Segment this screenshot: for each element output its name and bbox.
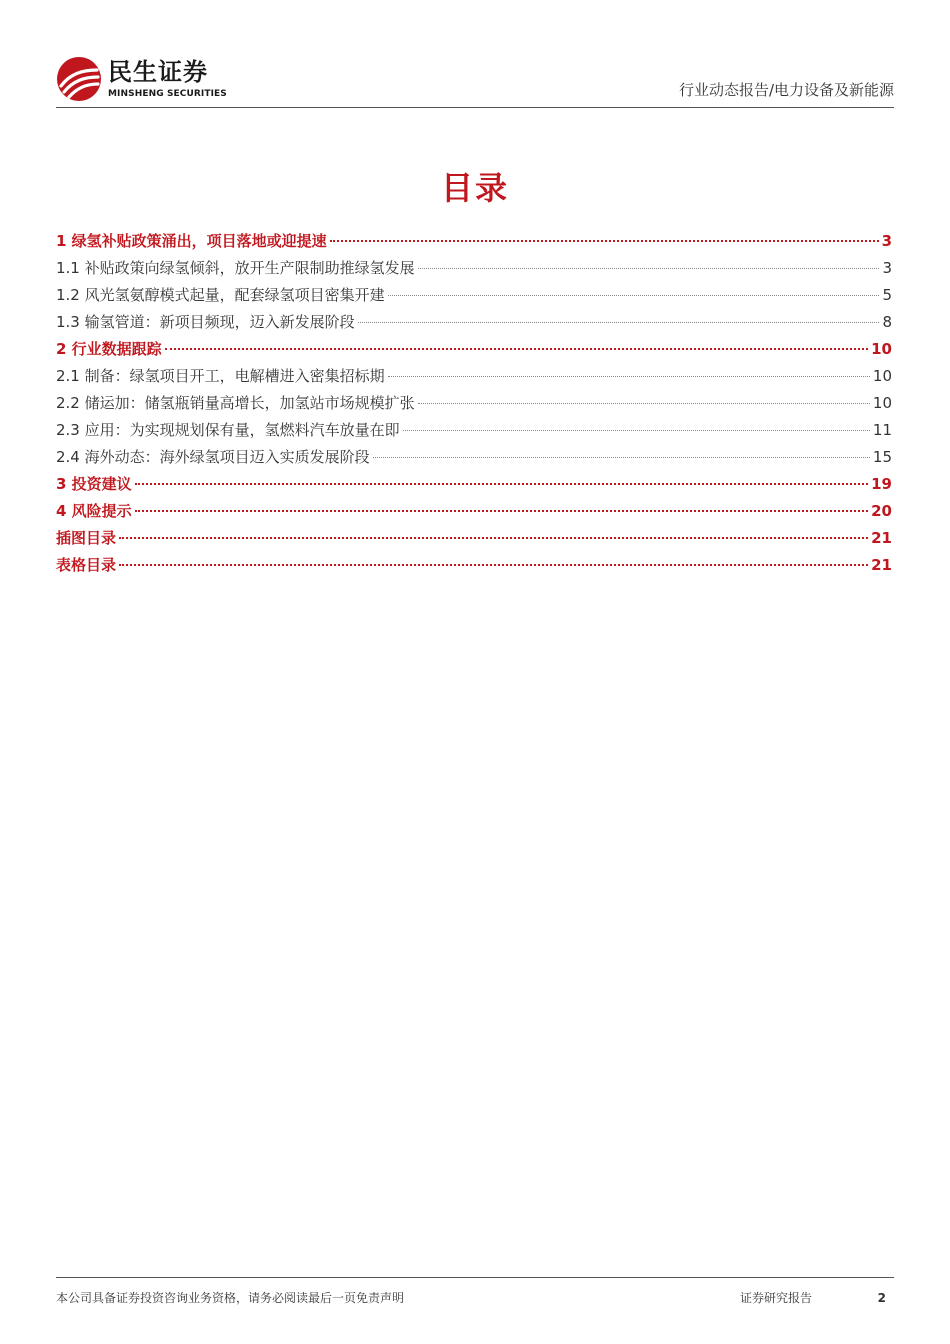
logo-name-cn: 民生证券 (108, 58, 208, 86)
footer-doc-type: 证券研究报告 (740, 1291, 813, 1305)
toc-entry-subsection[interactable] (56, 390, 892, 417)
toc-entry-page: 11 (872, 421, 892, 439)
toc-entry-section[interactable] (56, 471, 892, 498)
footer-disclaimer: 本公司具备证券投资咨询业务资格，请务必阅读最后一页免责声明 (56, 1291, 405, 1305)
minsheng-logo-icon (56, 56, 102, 102)
footer-divider (56, 1277, 894, 1278)
toc-leader-dots (373, 457, 870, 458)
toc-leader-dots (165, 348, 868, 350)
toc-entry-title: 插图目录 (56, 529, 117, 547)
logo-name-en: MINSHENG SECURITIES (108, 89, 227, 99)
toc-entry-section[interactable] (56, 228, 892, 255)
table-of-contents (56, 228, 892, 579)
toc-entry-page: 3 (882, 259, 892, 277)
toc-entry-section[interactable] (56, 336, 892, 363)
toc-entry-page: 15 (872, 448, 892, 466)
toc-entry-title: 2.4 海外动态：海外绿氢项目迈入实质发展阶段 (56, 448, 370, 466)
toc-entry-title: 1 绿氢补贴政策涌出，项目落地或迎提速 (56, 232, 327, 250)
toc-entry-page: 21 (871, 529, 892, 547)
report-category: 行业动态报告/电力设备及新能源 (678, 81, 894, 99)
toc-leader-dots (418, 268, 880, 269)
toc-entry-page: 10 (871, 340, 892, 358)
toc-entry-title: 1.2 风光氢氨醇模式起量，配套绿氢项目密集开建 (56, 286, 385, 304)
toc-entry-title: 2 行业数据跟踪 (56, 340, 162, 358)
toc-entry-page: 10 (872, 367, 892, 385)
toc-entry-page: 19 (871, 475, 892, 493)
toc-entry-section[interactable] (56, 525, 892, 552)
toc-entry-title: 4 风险提示 (56, 502, 132, 520)
toc-leader-dots (119, 537, 868, 539)
toc-entry-section[interactable] (56, 552, 892, 579)
toc-entry-title: 2.2 储运加：储氢瓶销量高增长，加氢站市场规模扩张 (56, 394, 415, 412)
toc-leader-dots (330, 240, 879, 242)
company-logo (56, 56, 256, 104)
page-number: 2 (877, 1291, 886, 1305)
toc-leader-dots (388, 376, 870, 377)
toc-leader-dots (135, 483, 868, 485)
toc-entry-title: 2.1 制备：绿氢项目开工，电解槽进入密集招标期 (56, 367, 385, 385)
toc-leader-dots (403, 430, 870, 431)
toc-entry-subsection[interactable] (56, 363, 892, 390)
toc-leader-dots (418, 403, 870, 404)
toc-entry-subsection[interactable] (56, 417, 892, 444)
toc-entry-page: 5 (882, 286, 892, 304)
toc-entry-title: 2.3 应用：为实现规划保有量，氢燃料汽车放量在即 (56, 421, 400, 439)
toc-entry-subsection[interactable] (56, 309, 892, 336)
toc-entry-section[interactable] (56, 498, 892, 525)
page-header (56, 52, 894, 108)
toc-entry-page: 10 (872, 394, 892, 412)
toc-entry-page: 21 (871, 556, 892, 574)
header-divider (56, 107, 894, 108)
toc-entry-page: 20 (871, 502, 892, 520)
toc-entry-page: 8 (882, 313, 892, 331)
toc-entry-title: 表格目录 (56, 556, 117, 574)
toc-entry-title: 1.3 输氢管道：新项目频现，迈入新发展阶段 (56, 313, 355, 331)
toc-entry-title: 1.1 补贴政策向绿氢倾斜，放开生产限制助推绿氢发展 (56, 259, 415, 277)
toc-entry-subsection[interactable] (56, 444, 892, 471)
toc-leader-dots (135, 510, 868, 512)
toc-title: 目录 (440, 169, 509, 207)
toc-entry-page: 3 (881, 232, 892, 250)
toc-entry-title: 3 投资建议 (56, 475, 132, 493)
toc-leader-dots (388, 295, 880, 296)
toc-entry-subsection[interactable] (56, 282, 892, 309)
toc-leader-dots (119, 564, 868, 566)
toc-entry-subsection[interactable] (56, 255, 892, 282)
toc-leader-dots (358, 322, 880, 323)
